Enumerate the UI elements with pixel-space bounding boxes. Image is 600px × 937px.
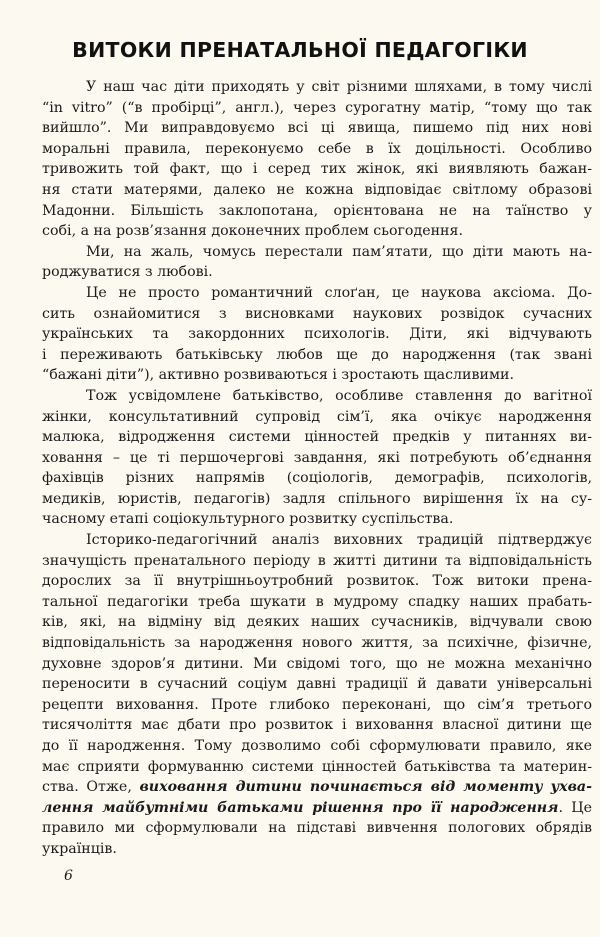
text-line: відповідальність за народження нового життя, за психічне, фізичне, — [42, 635, 592, 652]
text-line: Історико-педагогічний аналіз виховних традицій підтверджує — [86, 532, 592, 549]
text-line: роджуватися з любові. — [42, 264, 213, 281]
text-line — [42, 777, 592, 798]
text-line: малюка, відродження системи цінностей предків у питаннях ви- — [42, 429, 592, 446]
text-line: сить ознайомитися з висновками наукових розвідок сучасних — [42, 305, 592, 322]
text-line: рецепти виховання. Проте глибоко переконані, що сім’я третього — [42, 696, 592, 713]
text-line: Ми, на жаль, чомусь перестали пам’ятати, що діти мають на- — [86, 243, 592, 260]
text-line: ня стати матерями, далеко не кожна відповідає світлому образові — [42, 181, 592, 198]
text-line: Це не просто романтичний слоґан, це наукова аксіома. До- — [86, 284, 592, 301]
text-line: тисячоліття має дбати про розвиток і виховання власної дитини ще — [42, 717, 592, 734]
text-line: тальної педагогіки треба шукати в мудрому спадку наших прабать- — [42, 593, 592, 610]
emphasis-rule: виховання дитини починається від моменту ухва- — [139, 779, 592, 796]
text-line: часному етапі соціокультурного розвитку суспільства. — [42, 511, 454, 528]
paragraph-1 — [42, 77, 592, 242]
text-line: У наш час діти приходять у світ різними шляхами, в тому числі — [86, 79, 592, 95]
text-line: Мадонни. Більшість заклопотана, орієнтована не на таїнство у — [42, 202, 592, 219]
text-line: правило ми сформулювали на підставі вивчення пологових обрядів — [42, 820, 592, 837]
text-line: дорослих за її внутрішньоутробний розвиток. Тож витоки прена- — [42, 573, 592, 590]
text-run: . Це — [558, 799, 592, 816]
paragraph-4 — [42, 386, 592, 530]
page-title: ВИТОКИ ПРЕНАТАЛЬНОЇ ПЕДАГОГІКИ — [72, 38, 528, 62]
text-line — [42, 798, 592, 819]
text-line: переносити в сучасний соціум давні традиції й давати універсальні — [42, 676, 592, 693]
text-line: духовне здоров’я дитини. Ми свідомі того, що не можна механічно — [42, 655, 592, 672]
paragraph-5 — [42, 530, 592, 860]
text-line: тривожить той факт, що і серед тих жінок, які виявляють бажан- — [42, 161, 592, 178]
text-line: собі, а на розв’язання доконечних проблем сьогодення. — [42, 223, 463, 240]
text-line: Тож усвідомлене батьківство, особливе ставлення до вагітної — [86, 387, 592, 404]
text-line: ховання – це ті першочергові завдання, які потребують об’єднання — [42, 449, 592, 466]
body-text — [42, 77, 592, 860]
text-run: ства. Отже, — [42, 779, 140, 796]
paragraph-3 — [42, 283, 592, 386]
text-line: українських та закордонних психологів. Діти, які відчувають — [42, 326, 592, 343]
text-line: має сприяти формуванню системи цінностей батьківства та материн- — [42, 758, 592, 775]
page-number: 6 — [64, 868, 73, 884]
emphasis-rule: лення майбутніми батьками рішення про її народження — [42, 799, 559, 816]
text-line: до її народження. Тому дозволимо собі сформулювати правило, яке — [42, 738, 592, 754]
text-line: українців. — [42, 840, 117, 857]
text-line: медиків, юристів, педагогів) задля спільного вирішення їх на су- — [42, 490, 592, 507]
text-line: “in vitro” (“в пробірці”, англ.), через сурогатну матір, “тому що так — [42, 99, 592, 116]
text-line: значущість пренатального періоду в житті дитини та відповідальність — [42, 552, 592, 569]
text-line: ків, які, на відміну від деяких наших сучасників, відчували свою — [42, 614, 592, 631]
text-line: “бажані діти”), активно розвиваються і зростають щасливими. — [42, 367, 514, 384]
text-line: жінки, консультативний супровід сім’ї, яка очікує народження — [42, 408, 592, 425]
text-line: і переживають батьківську любов ще до народження (так звані — [42, 346, 592, 363]
text-line: фахівців різних напрямів (соціологів, демографів, психологів, — [42, 470, 592, 487]
paragraph-2 — [42, 242, 592, 283]
text-line: вийшло”. Ми виправдовуємо всі ці явища, пишемо під них нові — [42, 120, 592, 137]
text-line: моральні правила, переконуємо себе в їх доцільності. Особливо — [42, 140, 592, 157]
